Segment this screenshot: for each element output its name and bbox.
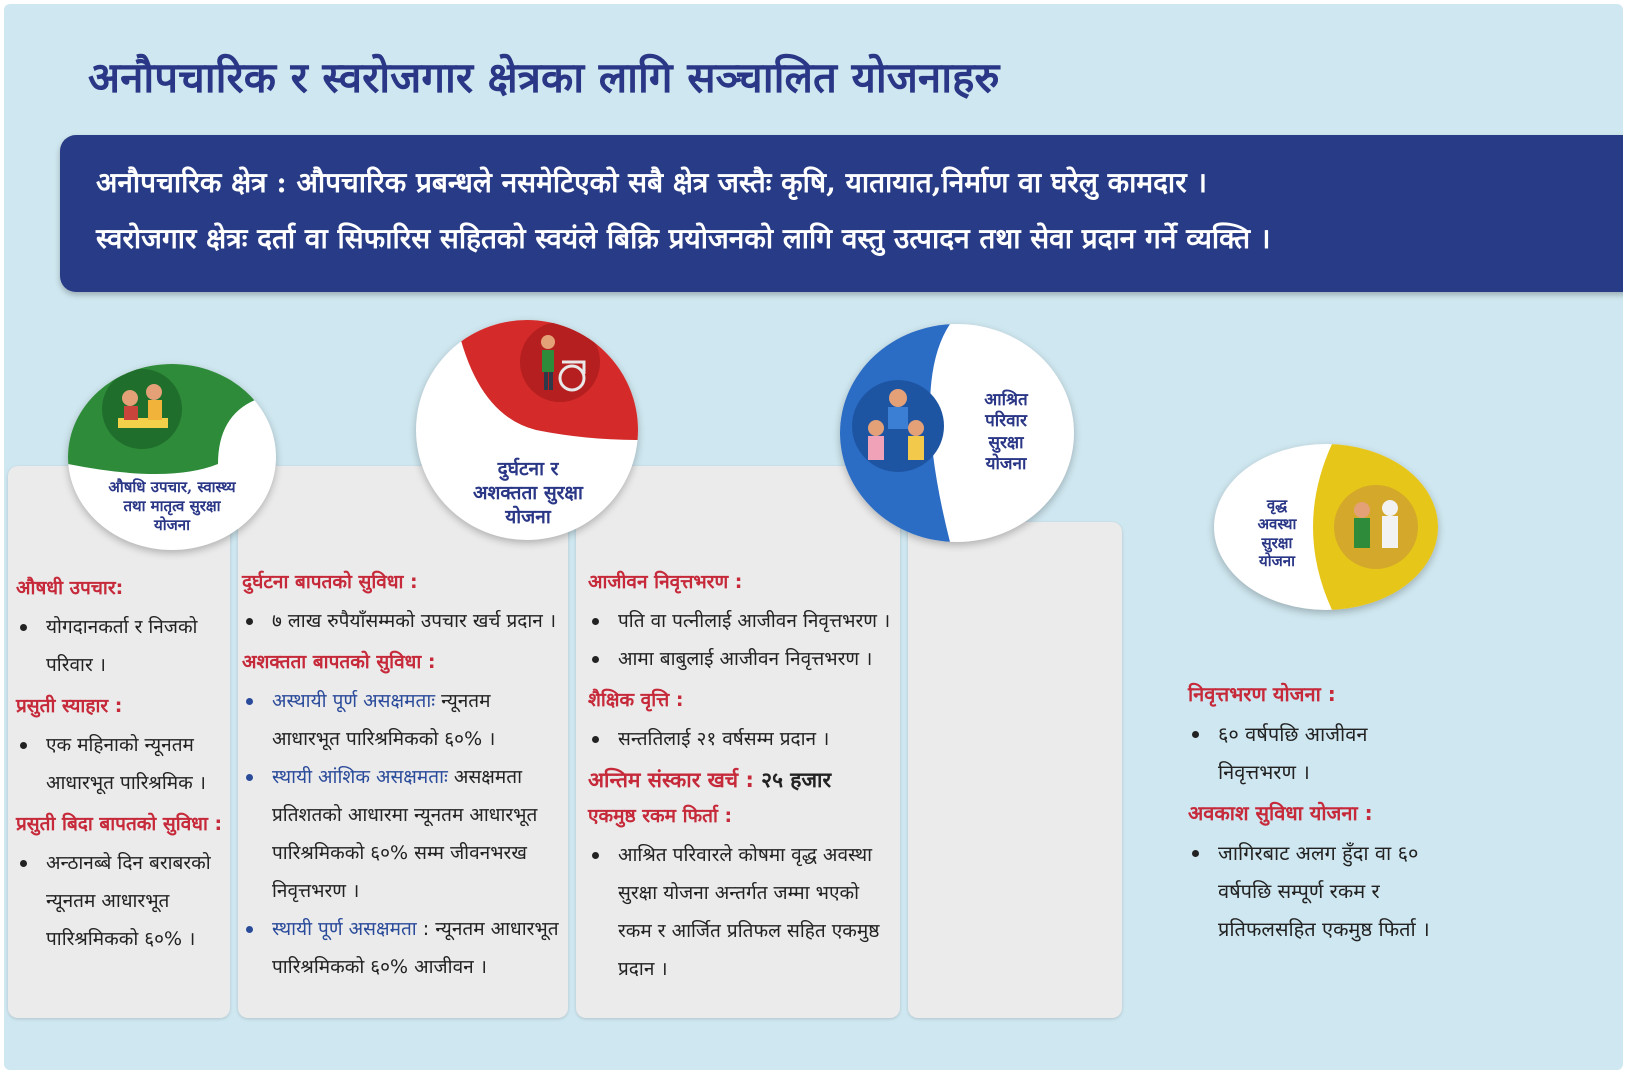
dependent-scheme-label-line-4: योजना [985, 453, 1027, 474]
list-item [242, 910, 562, 986]
list-item: एक महिनाको न्यूनतम आधारभूत पारिश्रमिक । [16, 726, 222, 802]
list-item-text: : न्यूनतम आधारभूत पारिश्रमिकको ६०% आजीवन । [272, 918, 559, 978]
dependent-scheme-label-line-2: परिवार [985, 411, 1027, 432]
list-item: योगदानकर्ता र निजको परिवार । [16, 608, 222, 684]
section-heading [588, 766, 894, 794]
wheelchair-worker-icon [514, 320, 606, 404]
list-item: ६० वर्षपछि आजीवन निवृत्तभरण । [1188, 715, 1438, 791]
accident-scheme-label-line-3: योजना [505, 505, 551, 528]
elderly-scheme-badge [1214, 444, 1438, 610]
section-heading: दुर्घटना बापतको सुविधा : [242, 571, 418, 593]
list-item: आमा बाबुलाई आजीवन निवृत्तभरण । [588, 640, 894, 678]
mother-child-care-icon [96, 368, 188, 450]
elderly-scheme-label-line-1: वृद्ध [1266, 496, 1288, 514]
list-item-text: न्यूनतम आधारभूत पारिश्रमिकको ६०% । [272, 690, 496, 750]
page-title: अनौपचारिक र स्वरोजगार क्षेत्रका लागि सञ्चालित योजनाहरु [88, 53, 1000, 102]
elderly-couple-icon [1330, 482, 1422, 572]
list-item [242, 682, 562, 758]
section-heading: प्रसुती स्याहार : [16, 695, 123, 717]
section-heading: प्रसुती बिदा बापतको सुविधा : [16, 813, 223, 835]
list-item: जागिरबाट अलग हुँदा वा ६० वर्षपछि सम्पूर्ण रकम र प्रतिफलसहित एकमुष्ठ फिर्ता । [1188, 834, 1438, 948]
heading-value: २५ हजार [753, 768, 832, 792]
accident-scheme-benefits [242, 568, 562, 994]
section-heading: औषधी उपचार: [16, 577, 124, 599]
health-scheme-label-line-1: औषधि उपचार, स्वास्थ्य [108, 478, 236, 496]
list-item: अन्ठानब्बे दिन बराबरको न्यूनतम आधारभूत पारिश्रमिकको ६०% । [16, 844, 222, 958]
dependent-scheme-label-line-1: आश्रित [984, 390, 1028, 410]
section-heading: शैक्षिक वृत्ति : [588, 689, 684, 711]
elderly-scheme-benefits [1188, 680, 1438, 956]
health-scheme-badge [68, 364, 276, 550]
elderly-scheme-label-line-3: सुरक्षा [1261, 533, 1293, 552]
empty-panel [908, 522, 1122, 1018]
section-heading: अवकाश सुविधा योजना : [1188, 801, 1373, 825]
health-scheme-benefits [16, 574, 222, 966]
heading-label: अन्तिम संस्कार खर्च : [588, 768, 754, 792]
list-item [242, 758, 562, 910]
poster-board [4, 4, 1623, 1070]
health-scheme-label-line-3: योजना [154, 515, 190, 534]
highlight-term: स्थायी पूर्ण असक्षमता [272, 918, 417, 940]
section-heading: एकमुष्ठ रकम फिर्ता : [588, 805, 733, 827]
elderly-scheme-label-line-2: अवस्था [1257, 514, 1297, 533]
section-heading: अशक्तता बापतको सुविधा : [242, 651, 436, 673]
accident-scheme-label-line-1: दुर्घटना र [497, 458, 559, 480]
accident-scheme-label-line-2: अशक्तता सुरक्षा [473, 481, 583, 504]
list-item: ७ लाख रुपैयाँसम्मको उपचार खर्च प्रदान । [242, 602, 562, 640]
section-heading: आजीवन निवृत्तभरण : [588, 571, 743, 593]
informal-sector-definition: अनौपचारिक क्षेत्र : औपचारिक प्रबन्धले नसमेटिएको सबै क्षेत्र जस्तैः कृषि, यातायात,निर्माण वा घरेलु कामदार । [96, 166, 1208, 199]
self-employment-definition: स्वरोजगार क्षेत्रः दर्ता वा सिफारिस सहितको स्वयंले बिक्रि प्रयोजनको लागि वस्तु उत्पादन तथा सेवा प्रदान गर्ने व्यक्ति । [96, 222, 1271, 255]
list-item: पति वा पत्नीलाई आजीवन निवृत्तभरण । [588, 602, 894, 640]
highlight-term: अस्थायी पूर्ण असक्षमताः [272, 690, 436, 712]
dependent-scheme-benefits [588, 568, 894, 996]
elderly-scheme-label-line-4: योजना [1259, 552, 1295, 571]
definition-banner [60, 135, 1623, 292]
list-item: आश्रित परिवारले कोषमा वृद्ध अवस्था सुरक्षा योजना अन्तर्गत जम्मा भएको रकम र आर्जित प्रतिफल सहित एकमुष्ठ प्रदान । [588, 836, 894, 988]
dependent-scheme-label-line-3: सुरक्षा [988, 432, 1024, 453]
list-item: सन्ततिलाई २१ वर्षसम्म प्रदान । [588, 720, 894, 758]
highlight-term: स्थायी आंशिक असक्षमताः [272, 766, 448, 788]
dependent-scheme-badge [840, 324, 1074, 542]
section-heading: निवृत्तभरण योजना : [1188, 682, 1336, 706]
list-item-text: असक्षमता प्रतिशतको आधारमा न्यूनतम आधारभूत पारिश्रमिकको ६०% सम्म जीवनभरख निवृत्तभरण । [272, 766, 538, 902]
health-scheme-label-line-2: तथा मातृत्व सुरक्षा [123, 496, 221, 515]
accident-scheme-badge [416, 320, 638, 540]
dependent-family-icon [846, 376, 950, 476]
